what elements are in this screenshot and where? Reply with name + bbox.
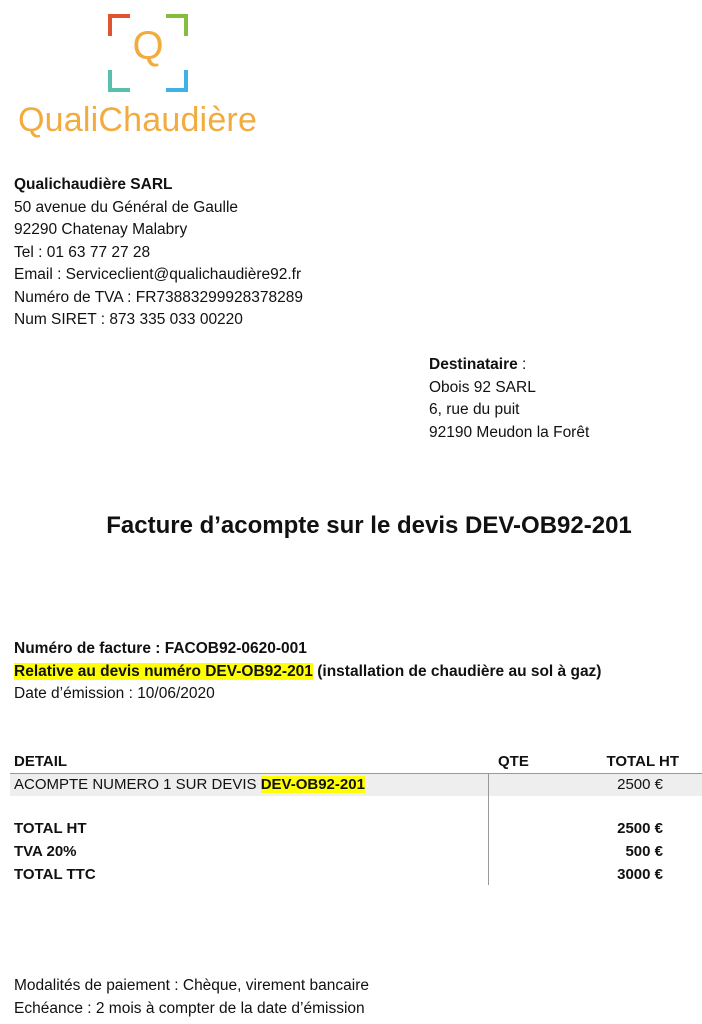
recipient-block — [429, 354, 589, 444]
tva-value: 500 € — [625, 843, 663, 860]
tva-label: TVA 20% — [14, 843, 77, 860]
document-title: Facture d’acompte sur le devis DEV-OB92-201 — [106, 512, 632, 539]
invoice-relative-rest: (installation de chaudière au sol à gaz) — [312, 662, 602, 680]
sender-vat: Numéro de TVA : FR73883299928378289 — [14, 288, 303, 306]
total-ht-label: TOTAL HT — [14, 820, 87, 837]
sender-siret: Num SIRET : 873 335 033 00220 — [14, 311, 243, 328]
recipient-address-line1: 6, rue du puit — [429, 401, 520, 418]
recipient-label-line — [429, 354, 589, 377]
row-detail-highlight: DEV-OB92-201 — [260, 776, 365, 793]
invoice-issue-date: Date d’émission : 10/06/2020 — [14, 685, 215, 702]
sender-block — [14, 174, 303, 332]
payment-due: Echéance : 2 mois à compter de la date d’émission — [14, 999, 365, 1017]
sender-email: Email : Serviceclient@qualichaudière92.fr — [14, 266, 302, 283]
table-header-total-ht: TOTAL HT — [606, 753, 679, 770]
table-header-qty: QTE — [498, 753, 529, 770]
recipient-company: Obois 92 SARL — [429, 378, 536, 396]
invoice-info — [14, 638, 601, 706]
logo-corner-bottom-right — [166, 70, 188, 92]
logo-letter: Q — [132, 24, 164, 68]
recipient-address-line2: 92190 Meudon la Forêt — [429, 423, 590, 441]
logo-brand-name: QualiChaudière — [18, 101, 258, 139]
logo-mark — [108, 14, 188, 92]
recipient-label: Destinataire — [429, 356, 518, 373]
invoice-number: Numéro de facture : FACOB92-0620-001 — [14, 640, 307, 657]
sender-address-line1: 50 avenue du Général de Gaulle — [14, 198, 239, 216]
sender-tel: Tel : 01 63 77 27 28 — [14, 243, 151, 261]
sender-address-line2: 92290 Chatenay Malabry — [14, 221, 188, 238]
invoice-relative-highlight: Relative au devis numéro DEV-OB92-201 — [14, 662, 313, 680]
table-row-detail — [14, 774, 365, 796]
payment-methods: Modalités de paiement : Chèque, virement bancaire — [14, 977, 369, 994]
total-ht-value: 2500 € — [617, 820, 663, 837]
table-column-divider — [488, 773, 489, 885]
table-header-detail: DETAIL — [14, 753, 68, 770]
row-detail-text: ACOMPTE NUMERO 1 SUR DEVIS — [14, 776, 261, 793]
recipient-label-suffix: : — [517, 356, 527, 373]
payment-block — [14, 975, 369, 1020]
total-ttc-value: 3000 € — [617, 866, 663, 883]
table-row-total-ht: 2500 € — [617, 776, 663, 793]
invoice-relative-line — [14, 661, 601, 684]
sender-company: Qualichaudière SARL — [14, 176, 173, 193]
total-ttc-label: TOTAL TTC — [14, 866, 96, 883]
logo-corner-bottom-left — [108, 70, 130, 92]
